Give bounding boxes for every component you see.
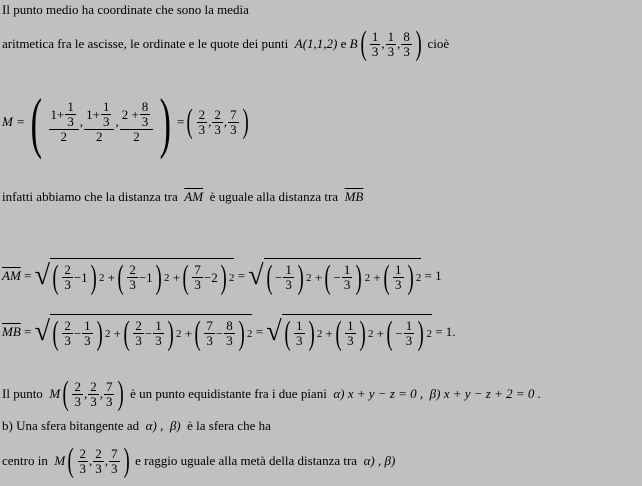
text-line-centro: centro in M ( $\frac{2}{3}$ , $\frac{2}{3}$ , $\frac{7}{3}$ ) e raggio uguale alla metà della distanza tra α) , β) bbox=[2, 442, 396, 479]
text-line-sfera: b) Una sfera bitangente ad α) , β) è la sfera che ha bbox=[2, 418, 271, 433]
midpoint-formula: M = ( 1+ $\frac{1}{3}$ 2 , 1+ $\frac{1}{3}$ 2 , 2 + $\frac{8}{3}$ 2 ) = ( $\frac{2}{3}$ , $\frac{2}{3}$ , $\frac{7}{3}$ ) bbox=[2, 84, 249, 160]
text-line-piani: Il punto M ( $\frac{2}{3}$ , $\frac{2}{3}$ , $\frac{7}{3}$ ) è un punto equidistante fra i due piani α) x + y − z = 0 , β) x + y − z + 2 = 0 . bbox=[2, 375, 541, 412]
fraction: $\frac{1}{3}$ bbox=[371, 28, 379, 59]
text-line-2: aritmetica fra le ascisse, le ordinate e le quote dei punti A(1,1,2) e B ( $\frac{1}{3}$ , $\frac{1}{3}$ , $\frac{8}{3}$ ) cioè bbox=[2, 25, 450, 62]
distance-MB-formula: $\overline{MB}$ = √ ( $\frac{2}{3}$ − $\frac{1}{3}$ ) 2 + ( $\frac{2}{3}$ − $\frac{1}{3}$ ) 2 + ( $\frac{7}{3}$ − $\frac{8}{3}$ ) 2 = √ ( $\frac{1}{3}$ ) 2 + ( $\frac{1}{3}$ ) 2 + ( − $\frac{1}{3}$ ) 2 = 1. bbox=[2, 314, 456, 352]
distance-AM-formula: $\overline{AM}$ = √ ( $\frac{2}{3}$ −1 ) 2 + ( $\frac{2}{3}$ −1 ) 2 + ( $\frac{7}{3}$ −2 ) 2 = √ ( − $\frac{1}{3}$ ) 2 + ( − $\frac{1}{3}$ ) 2 + ( $\frac{1}{3}$ ) 2 = 1 bbox=[2, 258, 442, 296]
fraction: 2 + $\frac{8}{3}$ 2 bbox=[120, 100, 154, 144]
fraction: $\frac{8}{3}$ bbox=[403, 28, 410, 59]
fraction: 1+ $\frac{1}{3}$ 2 bbox=[49, 100, 79, 144]
text-line-1: Il punto medio ha coordinate che sono la media bbox=[2, 2, 249, 17]
text-line-infatti: infatti abbiamo che la distanza tra $\overline{AM}$ è uguale alla distanza tra $\overline{MB}$ bbox=[2, 189, 364, 204]
fraction: $\frac{1}{3}$ bbox=[387, 28, 395, 59]
fraction: 1+ $\frac{1}{3}$ 2 bbox=[84, 100, 114, 144]
